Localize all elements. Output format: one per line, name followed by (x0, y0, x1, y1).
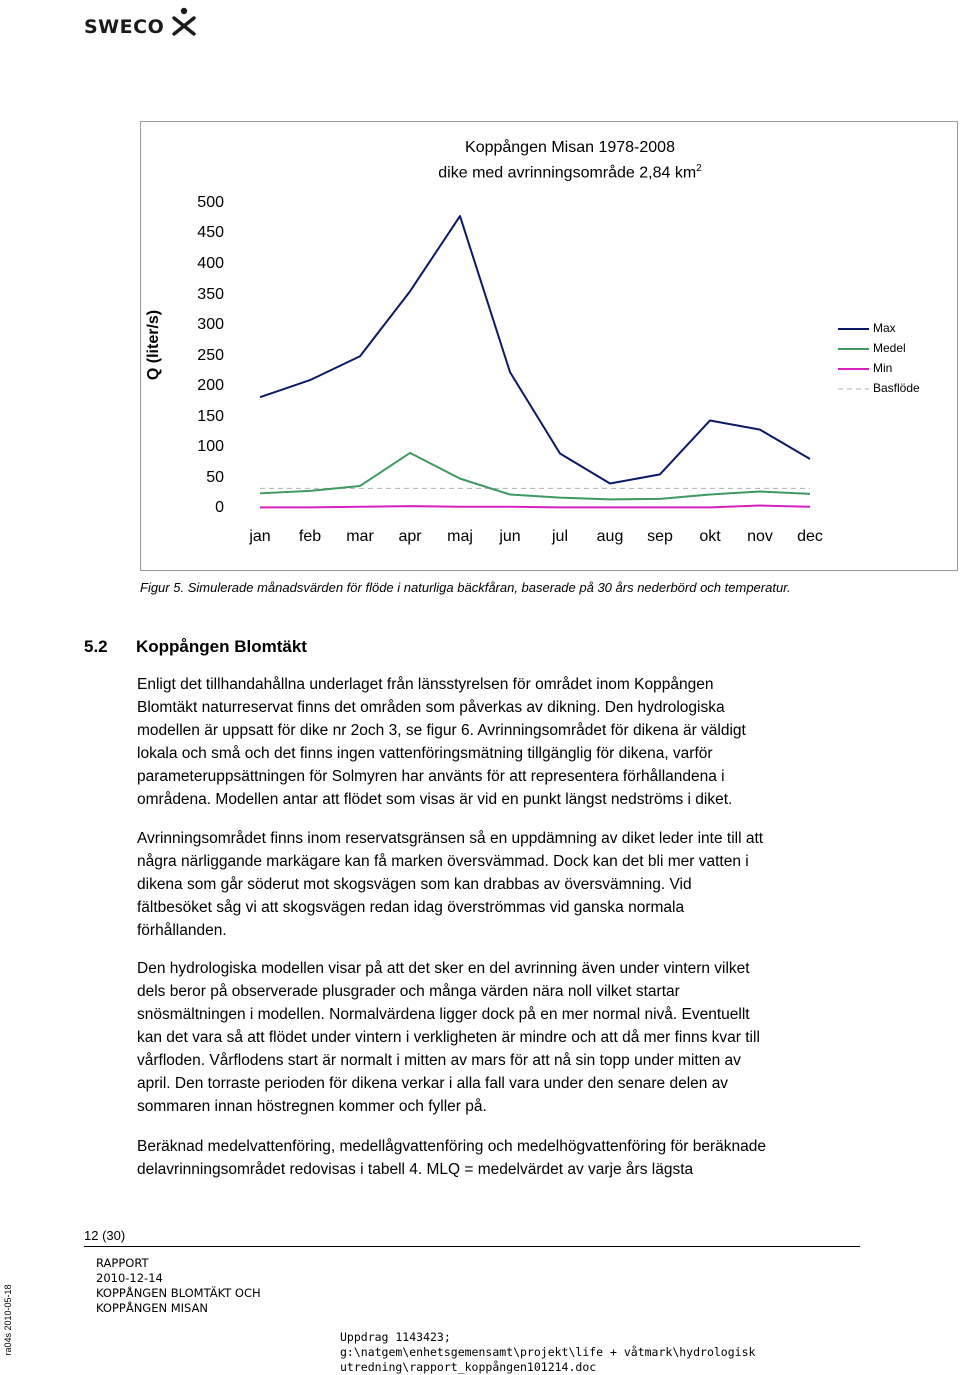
paragraph-line: kan det vara så att flödet under vintern i verkligheten är mindre och att då mer finns kvar till (137, 1029, 760, 1046)
paragraph-line: Beräknad medelvattenföring, medellågvattenföring och medelhögvattenföring för beräknade (137, 1138, 767, 1155)
y-tick-label: 100 (197, 438, 224, 455)
x-tick-label: maj (447, 528, 473, 545)
footer-path-line: g:\natgem\enhetsgemensamt\projekt\life + våtmark\hydrologisk (340, 1345, 756, 1359)
legend-label-min: Min (873, 361, 893, 375)
side-template-code: ra04s 2010-05-18 (3, 1284, 13, 1356)
y-tick-label: 250 (197, 347, 224, 364)
series-line-max (260, 216, 810, 483)
y-tick-label: 350 (197, 286, 224, 303)
x-tick-label: feb (298, 528, 322, 545)
x-tick-label: jan (249, 528, 271, 545)
paragraph-line: Den hydrologiska modellen visar på att det sker en del avrinning även under vintern vilket (137, 960, 750, 977)
y-tick-label: 150 (197, 408, 224, 425)
section-number: 5.2 (84, 637, 108, 656)
figure-caption-text: Simulerade månadsvärden för flöde i naturliga bäckfåran, baserade på 30 års nederbörd och temperatur. (187, 580, 791, 595)
x-tick-label: mar (346, 528, 374, 545)
figure-label: Figur 5. (140, 580, 185, 595)
paragraph-line: Enligt det tillhandahållna underlaget från länsstyrelsen för området inom Koppången (137, 676, 714, 693)
paragraph-line: områdena. Modellen antar att flödet som visas är vid en punkt längst nedströms i diket. (137, 791, 733, 808)
paragraph-line: delavrinningsområdet redovisas i tabell 4. MLQ = medelvärdet av varje års lägsta (137, 1161, 694, 1178)
x-tick-label: dec (797, 528, 823, 545)
x-tick-label: sep (647, 528, 673, 545)
chart-title: Koppången Misan 1978-2008 (465, 139, 675, 156)
paragraph (137, 827, 897, 942)
paragraph (137, 957, 897, 1118)
figure-caption (140, 580, 791, 595)
footer-doc-type: RAPPORT (96, 1256, 149, 1270)
y-tick-label: 450 (197, 224, 224, 241)
paragraph-line: dels beror på observerade plusgrader och många värden nära noll vilket startar (137, 983, 680, 1000)
footer-title-line: KOPPÅNGEN BLOMTÄKT OCH (96, 1286, 261, 1300)
series-line-min (260, 506, 810, 508)
paragraph-line: dikena som går söderut mot skogsvägen som kan drabbas av översvämning. Vid (137, 876, 692, 893)
y-tick-label: 500 (197, 194, 224, 211)
footer-file-info (340, 1330, 755, 1375)
legend-label-basflode: Basflöde (873, 381, 920, 395)
y-tick-label: 50 (206, 469, 224, 486)
paragraph-line: april. Den torraste perioden för dikena verkar i alla fall vara under den senare delen av (137, 1075, 729, 1092)
footer-path-line: utredning\rapport_koppången101214.doc (340, 1360, 597, 1374)
x-tick-label: jul (551, 528, 568, 545)
paragraph-line: snösmältningen i modellen. Normalvärdena ligger dock på en mer normal nivå. Eventuellt (137, 1006, 750, 1023)
x-tick-label: jun (499, 528, 521, 545)
y-axis-label: Q (liter/s) (145, 309, 162, 381)
footer-assignment: Uppdrag 1143423; (340, 1330, 451, 1344)
paragraph-line: Avrinningsområdet finns inom reservatsgränsen så en uppdämning av diket leder inte till att (137, 830, 764, 847)
chart-subtitle (380, 163, 760, 182)
legend-label-medel: Medel (873, 341, 906, 355)
paragraph (137, 1135, 897, 1181)
y-tick-label: 300 (197, 316, 224, 333)
section-heading (84, 637, 307, 657)
paragraph-line: parameteruppsättningen för Solmyren har använts för att representera förhållandena i (137, 768, 725, 785)
series-line-medel (260, 453, 810, 500)
section-title: Koppången Blomtäkt (136, 637, 307, 656)
footer-title-line: KOPPÅNGEN MISAN (96, 1301, 209, 1315)
chart-subtitle-text: dike med avrinningsområde 2,84 km (438, 164, 697, 182)
x-tick-label: apr (398, 528, 422, 545)
footer-doc-info (96, 1256, 261, 1316)
y-tick-label: 0 (215, 499, 224, 516)
paragraph-line: lokala och små och det finns ingen vattenföringsmätning tillgänglig för dikena, varför (137, 745, 713, 762)
legend-layer (838, 329, 869, 389)
footer-date: 2010-12-14 (96, 1271, 163, 1285)
footer-divider (84, 1246, 860, 1247)
page-number: 12 (30) (84, 1228, 126, 1243)
x-tick-label: nov (747, 528, 773, 545)
y-tick-label: 200 (197, 377, 224, 394)
legend-label-max: Max (873, 321, 896, 335)
paragraph-line: några närliggande markägare kan få marken översvämmad. Dock kan det bli mer vatten i (137, 853, 749, 870)
paragraph-line: förhållanden. (137, 922, 227, 939)
paragraph-line: fältbesöket såg vi att skogsvägen redan idag överströmmas vid ganska normala (137, 899, 685, 916)
x-tick-label: okt (699, 528, 721, 545)
x-tick-label: aug (596, 528, 624, 545)
series-layer (260, 216, 810, 507)
paragraph-line: modellen är uppsatt för dike nr 2och 3, se figur 6. Avrinningsområdet för dikena är väldigt (137, 722, 746, 739)
y-tick-label: 400 (197, 255, 224, 272)
flow-chart (0, 0, 960, 600)
paragraph-line: sommaren innan höstregnen kommer och fyller på. (137, 1098, 487, 1115)
paragraph-line: Blomtäkt naturreservat finns det områden som påverkas av dikning. Den hydrologiska (137, 699, 725, 716)
paragraph (137, 673, 897, 811)
chart-subtitle-superscript: 2 (696, 163, 702, 174)
paragraph-line: vårfloden. Vårflodens start är normalt i mitten av mars för att nå sin topp under mitten av (137, 1052, 741, 1069)
logo-text: SWECO (84, 16, 165, 38)
